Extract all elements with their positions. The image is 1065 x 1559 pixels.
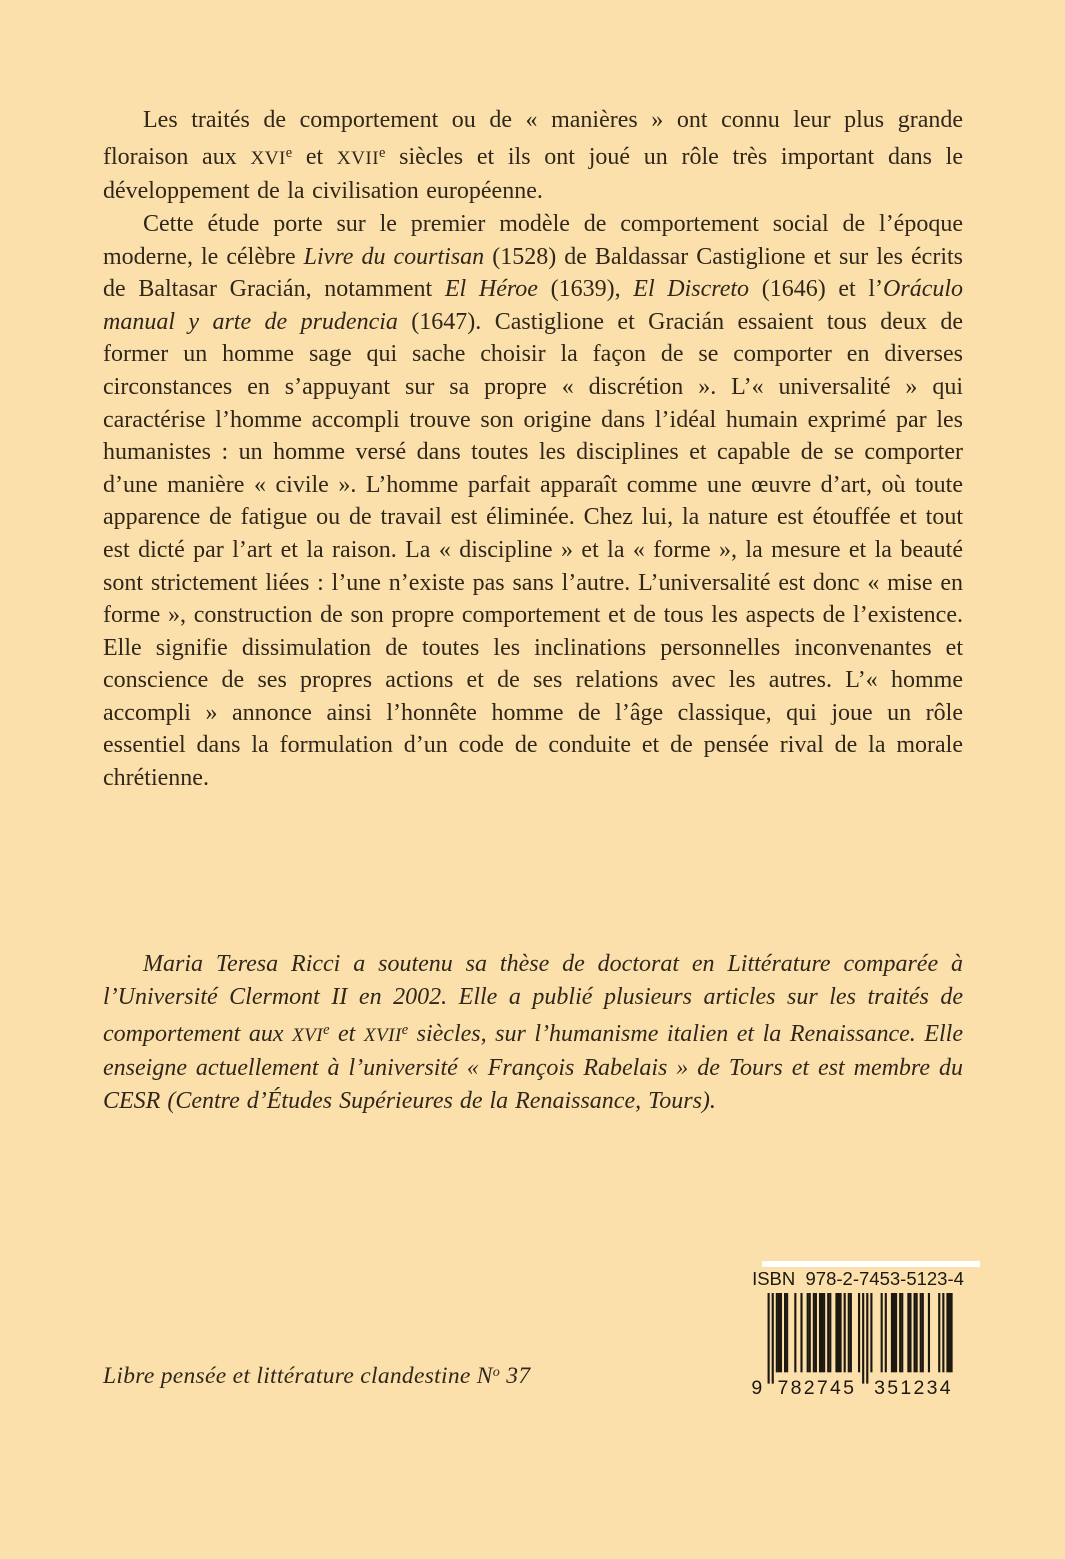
summary-paragraph-1: Les traités de comportement ou de « manières » ont connu leur plus grande floraison aux XVIe et XVIIe siècles et ils ont joué un rôle très important dans le développement de la civilisation européenne. bbox=[103, 107, 963, 205]
barcode-bars bbox=[768, 1293, 953, 1384]
isbn-white-strip bbox=[762, 1261, 980, 1267]
series-label: Libre pensée et littérature clandestine $N^o$ 37 bbox=[103, 1363, 531, 1389]
barcode-digit-lead: 9 bbox=[751, 1376, 765, 1396]
summary-text-block bbox=[103, 104, 963, 795]
barcode-digit-group-left: 782745 bbox=[777, 1376, 857, 1396]
summary-paragraph-2: Cette étude porte sur le premier modèle de comportement social de l’époque moderne, le célèbre Livre du courtisan (1528) de Baldassar Castiglione et sur les écrits de Baltasar Gracián, notamment El Héroe (1639), El Discreto (1646) et l’Oráculo manual y arte de prudencia (1647). Castiglione et Gracián essaient tous deux de former un homme sage qui sache choisir la façon de se comporter en diverses circonstances en s’appuyant sur sa propre « discrétion ». L’« universalité » qui caractérise l’homme accompli trouve son origine dans l’idéal humain exprimé par les humanistes : un homme versé dans toutes les disciplines et capable de se comporter d’une manière « civile ». L’homme parfait apparaît comme une œuvre d’art, où toute apparence de fatigue ou de travail est éliminée. Chez lui, la nature est étouffée et tout est dicté par l’art et la raison. La « discipline » et la « forme », la mesure et la beauté sont strictement liées : l’une n’existe pas sans l’autre. L’universalité est donc « mise en forme », construction de son propre comportement et de tous les aspects de l’existence. Elle signifie dissimulation de toutes les inclinations personnelles inconvenantes et conscience de ses propres actions et de ses relations avec les autres. L’« homme accompli » annonce ainsi l’honnête homme de l’âge classique, qui joue un rôle essentiel dans la formulation d’un code de conduite et de pensée rival de la morale chrétienne. bbox=[103, 210, 964, 792]
ean13-barcode bbox=[747, 1293, 969, 1396]
isbn-label: ISBN 978-2-7453-5123-4 bbox=[752, 1268, 964, 1289]
barcode-digit-group-right: 351234 bbox=[874, 1376, 953, 1396]
author-bio-paragraph: Maria Teresa Ricci a soutenu sa thèse de doctorat en Littérature comparée à l’Université Clermont II en 2002. Elle a publié plusieurs articles sur les traités de comportement aux XVIe et XVIIe siècles, sur l’humanisme italien et la Renaissance. Elle enseigne actuellement à l’université « François Rabelais » de Tours et est membre du CESR (Centre d’Études Supérieures de la Renaissance, Tours). bbox=[103, 951, 963, 1115]
author-bio-block bbox=[103, 948, 963, 1118]
